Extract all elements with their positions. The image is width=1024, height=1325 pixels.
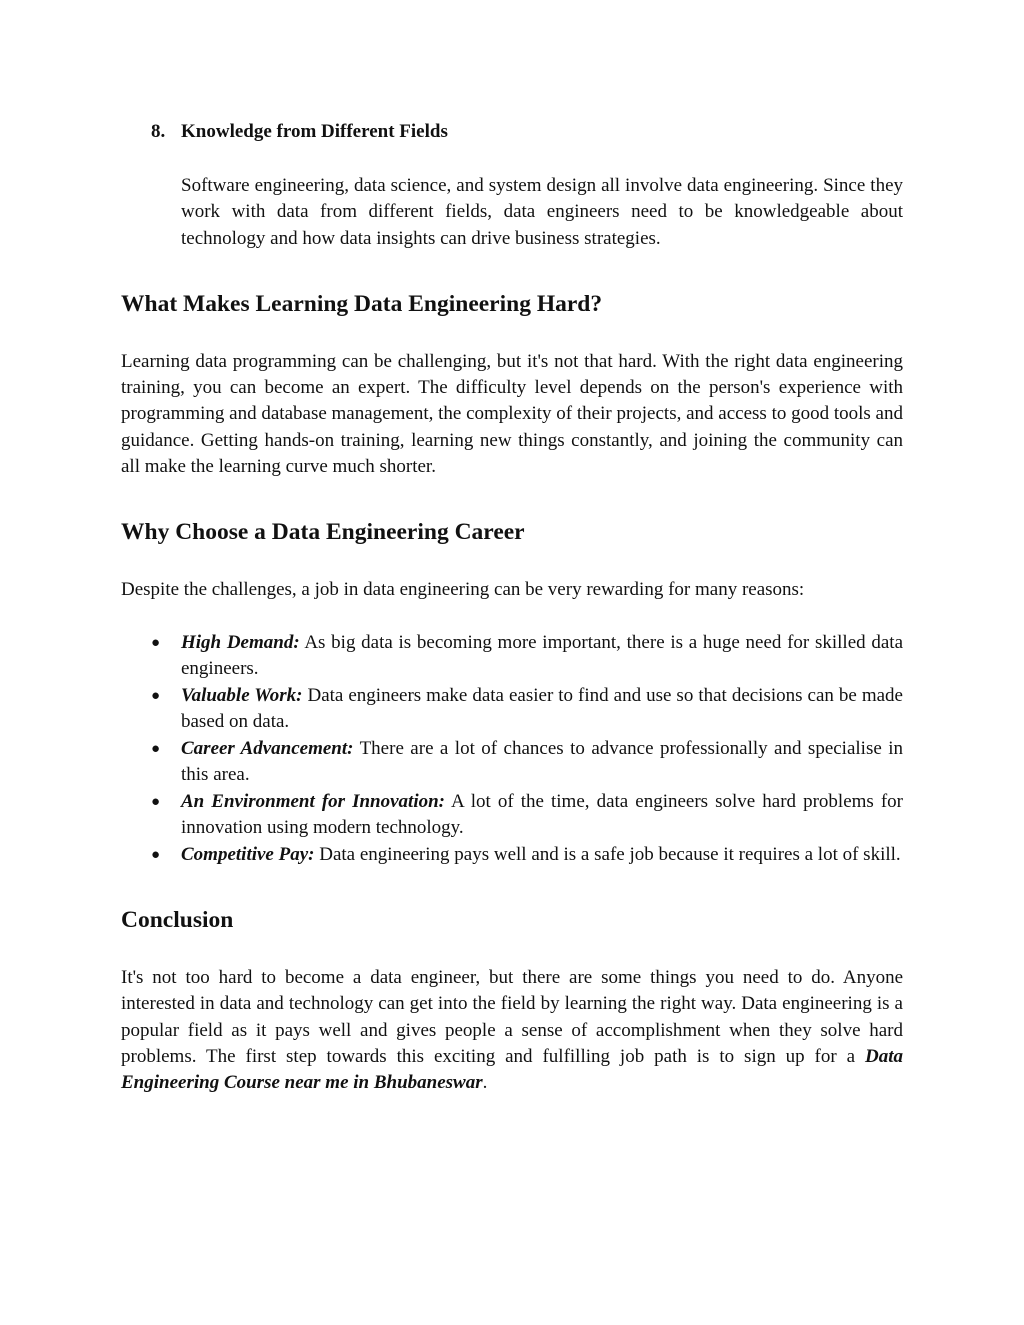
conclusion-text: It's not too hard to become a data engineer, but there are some things you need to do. Anyone interested in data and technology can get into the field by learning the right way. Data engineering is a popular field as it pays well and gives people a sense of accomplishment when they solve hard problems. The first step towards this exciting and fulfilling job path is to sign up for a [121, 967, 903, 1068]
reason-text: As big data is becoming more important, there is a huge need for skilled data engineers. [181, 631, 904, 680]
section-8-body: Software engineering, data science, and system design all involve data engineering. Since they work with data from different fields, data engineers need to be knowledgeable about technology and how data insights can drive business strategies. [181, 175, 903, 249]
reasons-list [121, 630, 903, 869]
reason-term: High Demand: [181, 631, 300, 653]
bullet-icon: ● [151, 687, 161, 704]
bullet-icon: ● [151, 793, 161, 810]
course-emphasis: Data Engineering Course near me in Bhubaneswar [121, 1046, 903, 1094]
bullet-icon: ● [151, 740, 161, 757]
reason-text: Data engineering pays well and is a safe job because it requires a lot of skill. [314, 843, 901, 865]
list-item [121, 683, 903, 736]
list-item [121, 630, 903, 683]
section-number: 8. [151, 121, 166, 142]
paragraph-hard: Learning data programming can be challenging, but it's not that hard. With the right data engineering training, you can become an expert. The difficulty level depends on the person's experience with programming and database management, the complexity of their projects, and access to good tools and guidance. Getting hands-on training, learning new things constantly, and joining the community can all make the learning curve much shorter. [121, 350, 903, 478]
reason-text: Data engineers make data easier to find and use so that decisions can be made based on data. [181, 684, 903, 733]
reason-term: Competitive Pay: [181, 843, 315, 865]
reason-term: Career Advancement: [181, 737, 354, 759]
reason-text: A lot of the time, data engineers solve hard problems for innovation using modern technology. [181, 790, 904, 839]
heading-what-makes-hard: What Makes Learning Data Engineering Hard? [121, 290, 603, 317]
reason-term: Valuable Work: [181, 684, 303, 706]
section-8-heading [121, 117, 903, 147]
section-title: Knowledge from Different Fields [181, 121, 448, 142]
heading-conclusion: Conclusion [121, 907, 234, 934]
conclusion-end: . [482, 1072, 488, 1094]
heading-why-choose-career: Why Choose a Data Engineering Career [121, 519, 525, 546]
paragraph-career-intro: Despite the challenges, a job in data engineering can be very rewarding for many reasons: [121, 579, 805, 601]
bullet-icon: ● [151, 846, 161, 863]
list-item [121, 842, 903, 869]
paragraph-conclusion [121, 965, 903, 1096]
reason-term: An Environment for Innovation: [181, 790, 446, 812]
list-item [121, 789, 903, 842]
bullet-icon: ● [151, 634, 161, 651]
reason-text: There are a lot of chances to advance professionally and specialise in this area. [181, 737, 903, 786]
document-page [121, 117, 903, 1097]
list-item [121, 736, 903, 789]
